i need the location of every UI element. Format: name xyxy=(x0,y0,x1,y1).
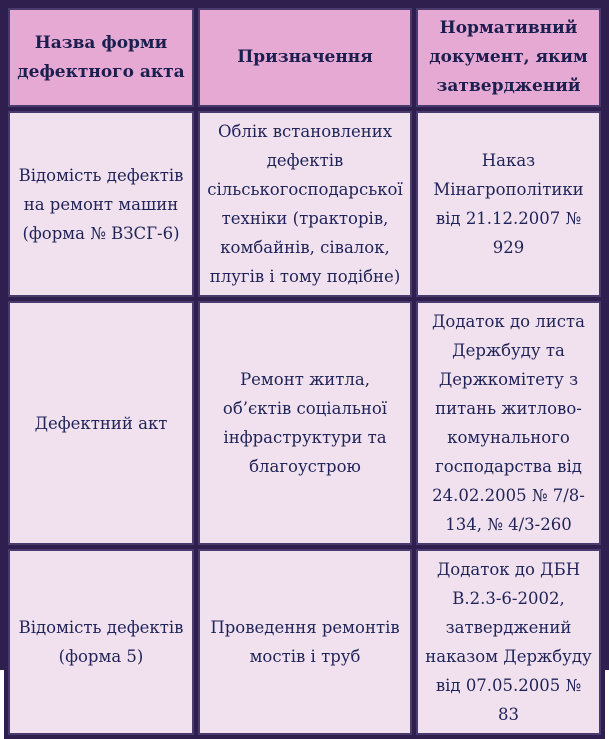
cell-purpose: Проведення ремонтів мостів і труб xyxy=(198,549,412,735)
cell-normative-document: Додаток до ДБН В.2.3-6-2002, затверджений наказом Держбуду від 07.05.2005 № 83 xyxy=(416,549,601,735)
header-purpose: Призначення xyxy=(198,8,412,107)
cell-form-name: Дефектний акт xyxy=(8,301,194,545)
table-header-row xyxy=(8,8,601,107)
table-row xyxy=(8,549,601,735)
cell-purpose: Облік встановлених дефектів сільськогосподарської техніки (тракторів, комбайнів, сівалок, плугів і тому подібне) xyxy=(198,111,412,297)
header-form-name: Назва форми дефектного акта xyxy=(8,8,194,107)
cell-form-name: Відомість дефектів на ремонт машин (форма № ВЗСГ-6) xyxy=(8,111,194,297)
table-row xyxy=(8,111,601,297)
table-row xyxy=(8,301,601,545)
defect-acts-table xyxy=(4,4,605,739)
cell-normative-document: Додаток до листа Держбуду та Держкомітету з питань житлово-комунального господарства від 24.02.2005 № 7/8-134, № 4/3-260 xyxy=(416,301,601,545)
header-normative-document: Нормативний документ, яким затверджений xyxy=(416,8,601,107)
cell-form-name: Відомість дефектів (форма 5) xyxy=(8,549,194,735)
cell-normative-document: Наказ Мінагрополітики від 21.12.2007 № 929 xyxy=(416,111,601,297)
cell-purpose: Ремонт житла, об’єктів соціальної інфраструктури та благоустрою xyxy=(198,301,412,545)
